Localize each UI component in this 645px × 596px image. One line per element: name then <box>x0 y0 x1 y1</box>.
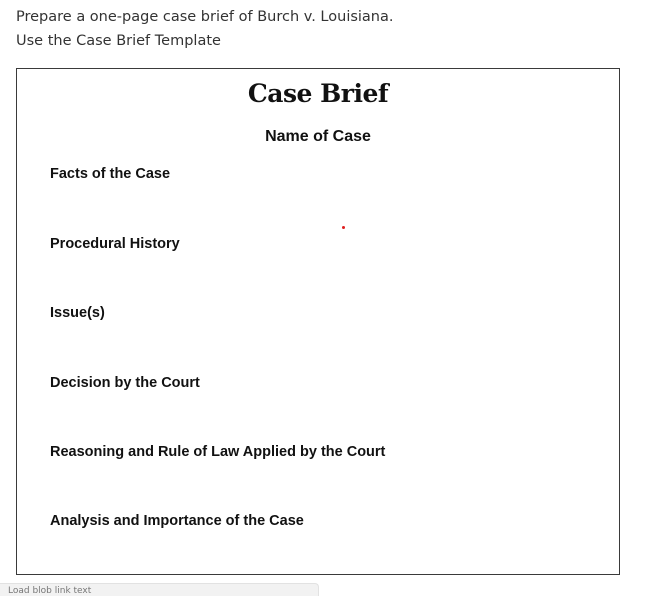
case-brief-template-image <box>16 68 620 575</box>
section-analysis: Analysis and Importance of the Case <box>50 513 304 529</box>
section-reasoning: Reasoning and Rule of Law Applied by the Court <box>50 444 386 460</box>
footer-link-text[interactable]: Load blob link text <box>8 586 92 596</box>
question-prompt <box>16 5 394 53</box>
question-line-2: Use the Case Brief Template <box>16 33 221 49</box>
section-procedural-history: Procedural History <box>50 236 180 252</box>
red-marker-dot <box>342 226 345 229</box>
question-line-1: Prepare a one-page case brief of Burch v. Louisiana. <box>16 9 394 25</box>
template-subtitle: Name of Case <box>265 128 371 145</box>
template-title: Case Brief <box>247 79 389 108</box>
section-facts: Facts of the Case <box>50 166 171 182</box>
attachment-footer-bar[interactable] <box>0 583 319 596</box>
section-decision: Decision by the Court <box>50 375 200 391</box>
section-issues: Issue(s) <box>50 305 105 321</box>
